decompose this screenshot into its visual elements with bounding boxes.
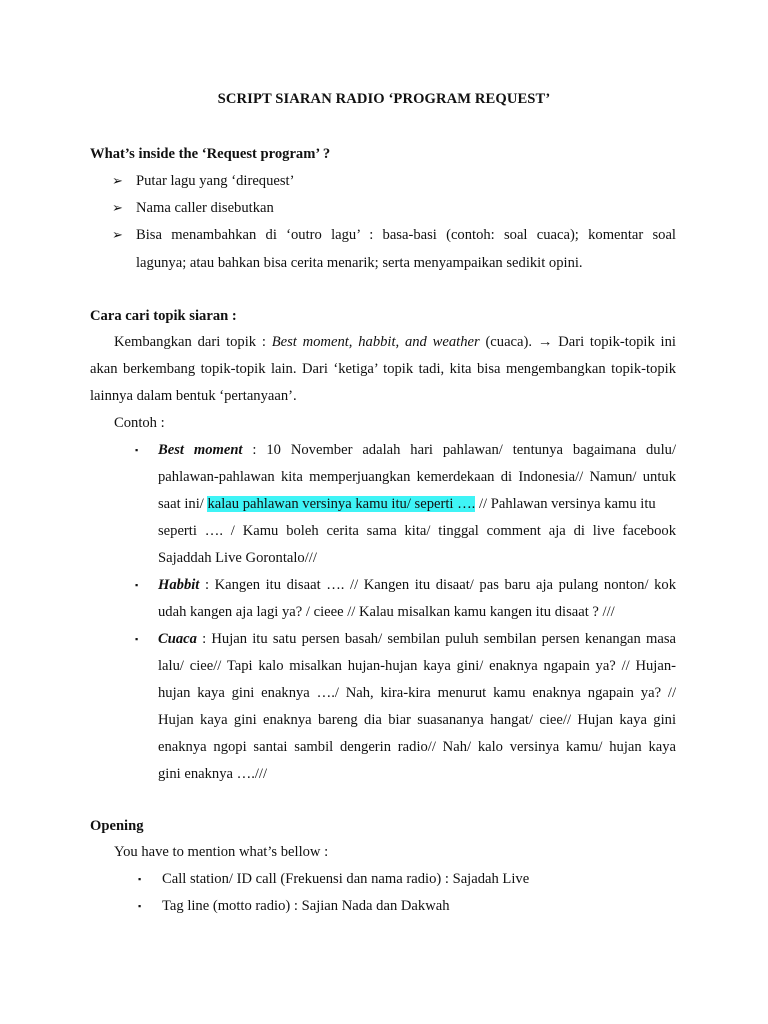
arrow-bullet-icon: ➢ bbox=[112, 200, 123, 215]
section-heading-request-program: What’s inside the ‘Request program’ ? bbox=[90, 146, 331, 162]
list-item-text: : Hujan itu satu persen basah/ sembilan puluh sembilan persen kenangan masa bbox=[196, 631, 676, 647]
square-bullet-icon: ▪ bbox=[135, 580, 139, 590]
list-item-text: seperti …. / Kamu boleh cerita sama kita/ tinggal comment aja di live facebook bbox=[158, 523, 676, 539]
topics-italic: Best moment, habbit, and weather bbox=[271, 334, 480, 350]
list-item-text: // Pahlawan versinya kamu itu bbox=[475, 496, 656, 512]
list-item-text: pahlawan-pahlawan kita memperjuangkan kemerdekaan di Indonesia// Namun/ untuk bbox=[158, 469, 676, 485]
list-item bbox=[158, 577, 676, 594]
arrow-bullet-icon: ➢ bbox=[112, 173, 123, 188]
square-bullet-icon: ▪ bbox=[138, 901, 142, 911]
list-item-text: lalu/ ciee// Tapi kalo misalkan hujan-hujan kaya gini/ enaknya ngapain ya? // Hujan- bbox=[158, 658, 676, 674]
highlighted-text: kalau pahlawan versinya kamu itu/ seperti …. bbox=[207, 496, 476, 512]
list-item-text: Bisa menambahkan di ‘outro lagu’ : basa-basi (contoh: soal cuaca); komentar soal bbox=[136, 227, 676, 243]
list-item-text bbox=[158, 496, 656, 513]
contoh-label: Contoh : bbox=[114, 415, 165, 431]
list-item-text: hujan kaya gini enaknya …./ Nah, kira-kira menurut kamu enaknya ngapain ya? // bbox=[158, 685, 676, 701]
paragraph-text: (cuaca). bbox=[479, 334, 533, 350]
section-heading-topik-siaran: Cara cari topik siaran : bbox=[90, 308, 237, 324]
list-item-text: : Kangen itu disaat …. // Kangen itu disaat/ pas baru aja pulang nonton/ kok bbox=[199, 577, 676, 593]
paragraph-text: Kembangkan dari topik : bbox=[114, 334, 272, 350]
list-item-text: saat ini/ bbox=[158, 496, 208, 512]
document-title: SCRIPT SIARAN RADIO ‘PROGRAM REQUEST’ bbox=[217, 91, 551, 107]
paragraph-line bbox=[114, 334, 676, 351]
right-arrow-icon: → bbox=[537, 334, 553, 350]
paragraph-line: lainnya dalam bentuk ‘pertanyaan’. bbox=[90, 388, 297, 404]
list-item-text: Sajaddah Live Gorontalo/// bbox=[158, 550, 317, 566]
opening-intro: You have to mention what’s bellow : bbox=[114, 844, 329, 860]
best-moment-label: Best moment bbox=[158, 442, 243, 458]
list-item-text: udah kangen aja lagi ya? / cieee // Kalau misalkan kamu kangen itu disaat ? /// bbox=[158, 604, 615, 620]
square-bullet-icon: ▪ bbox=[138, 874, 142, 884]
habbit-label: Habbit bbox=[158, 577, 200, 593]
list-item-text: enaknya ngopi santai sambil dengerin radio// Nah/ kalo versinya kamu/ hujan kaya bbox=[158, 739, 676, 755]
section-heading-opening: Opening bbox=[90, 818, 144, 834]
list-item-text: Call station/ ID call (Frekuensi dan nama radio) : Sajadah Live bbox=[162, 871, 530, 887]
list-item-text: lagunya; atau bahkan bisa cerita menarik; serta menyampaikan sedikit opini. bbox=[136, 255, 583, 271]
paragraph-line: akan berkembang topik-topik lain. Dari ‘ketiga’ topik tadi, kita bisa mengembangkan topik-topik bbox=[90, 361, 676, 377]
cuaca-label: Cuaca bbox=[158, 631, 197, 647]
list-item-text: Tag line (motto radio) : Sajian Nada dan Dakwah bbox=[162, 898, 450, 914]
list-item-text: gini enaknya …./// bbox=[158, 766, 268, 782]
list-item-text: : 10 November adalah hari pahlawan/ tentunya bagaimana dulu/ bbox=[242, 442, 677, 458]
paragraph-text: Dari topik-topik ini bbox=[552, 334, 676, 350]
list-item-text: Nama caller disebutkan bbox=[136, 200, 274, 216]
square-bullet-icon: ▪ bbox=[135, 634, 139, 644]
list-item bbox=[158, 442, 676, 459]
square-bullet-icon: ▪ bbox=[135, 445, 139, 455]
list-item bbox=[158, 631, 676, 648]
arrow-bullet-icon: ➢ bbox=[112, 227, 123, 242]
list-item-text: Putar lagu yang ‘direquest’ bbox=[136, 173, 295, 189]
list-item-text: Hujan kaya gini enaknya bareng dia biar suasananya hangat/ ciee// Hujan kaya gini bbox=[158, 712, 676, 728]
